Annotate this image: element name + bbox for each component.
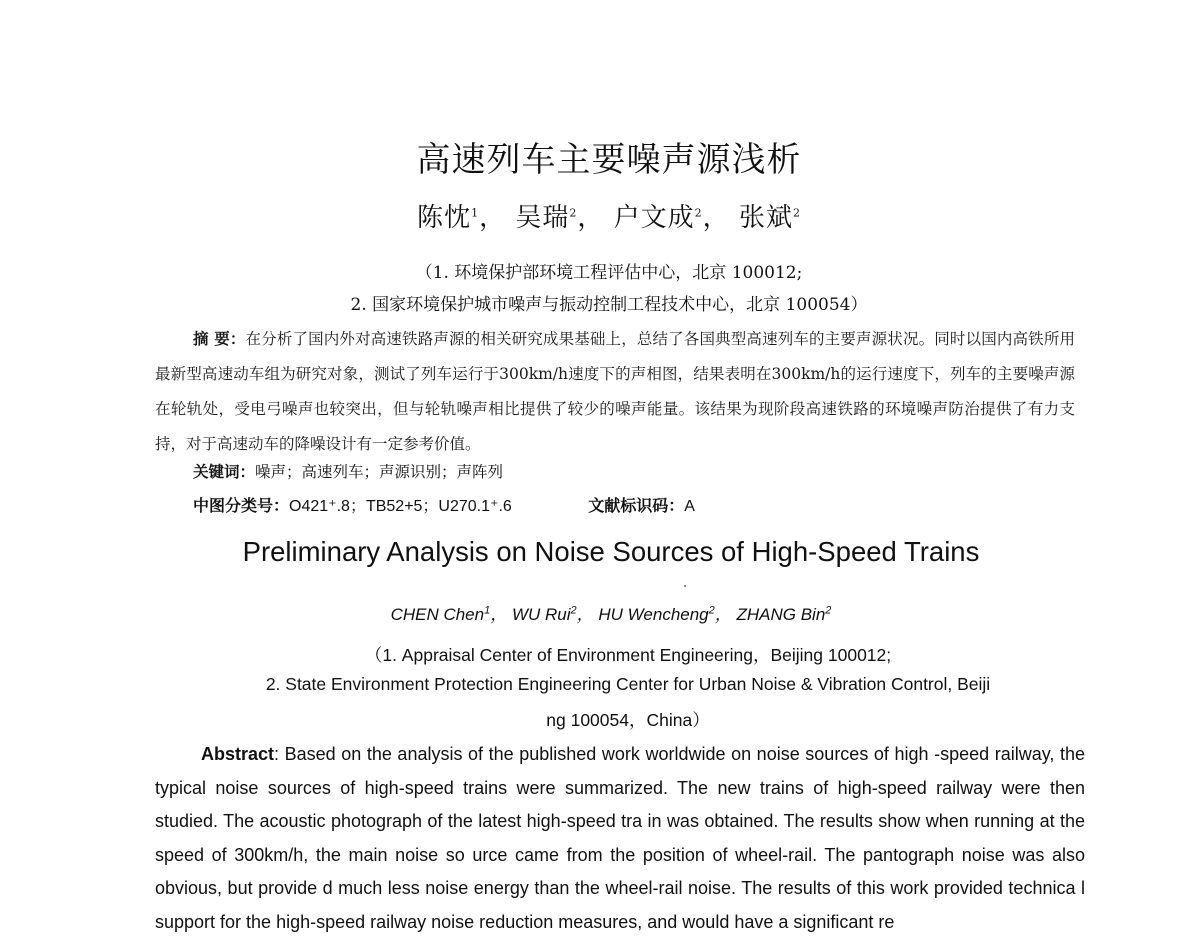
affiliation-en-2: 2. State Environment Protection Engineering Center for Urban Noise & Vibration Control, Beiji [265,674,991,694]
paper-title-cn: 高速列车主要噪声源浅析 [416,140,802,180]
abstract-en-label: Abstract [201,744,275,764]
paper-title-en: Preliminary Analysis on Noise Sources of High-Speed Trains [242,536,980,567]
doc-code-label: 文献标识码： [588,496,685,515]
affiliation-en-3: ng 100054，China） [546,710,710,730]
author-cn: 户文成$^2$， [613,203,730,233]
author-en: HU Wencheng$^2$， [598,604,732,624]
abstract-en-text: : Based on the analysis of the published work worldwide on noise sources of high -speed railway, the typical noise sources of high-speed trains were summarized. The new trains of high-speed railway were then studied. The acoustic photograph of the latest high-speed tra in was obtained. The results show when running at the speed of 300km/h, the main noise so urce came from the position of wheel-rail. The pantograph noise was also obvious, but provide d much less noise energy than the wheel-rail noise. The results of this work provided technica l support for the high-speed railway noise reduction measures, and would have a significant re [155,744,1085,932]
author-list-cn [0,197,1200,234]
author-cn: 张斌$^2$ [738,203,801,233]
classification-text: O421⁺.8；TB52+5；U270.1⁺.6 [289,498,512,515]
keywords-cn-text: 噪声；高速列车；声源识别；声阵列 [255,463,504,481]
abstract-cn-label: 摘 要： [193,330,246,348]
author-en: ZHANG Bin$^2$ [736,604,832,624]
affiliation-cn-2: 2. 国家环境保护城市噪声与振动控制工程技术中心，北京 100054） [350,295,868,315]
classification-line [193,493,695,516]
author-list-en [0,600,1200,625]
author-cn: 陈忱$^1$， [417,203,507,233]
abstract-en [155,738,1085,939]
doc-code-text: A [684,498,695,515]
affiliation-en-1: （1. Appraisal Center of Environment Engineering，Beijing 100012; [364,645,892,665]
scan-speck [684,585,686,587]
author-en: CHEN Chen$^1$， [390,604,508,624]
abstract-cn [155,322,1075,462]
keywords-cn-label: 关键词： [193,463,256,481]
abstract-cn-text: 在分析了国内外对高速铁路声源的相关研究成果基础上，总结了各国典型高速列车的主要声源状况。同时以国内高铁所用最新型高速动车组为研究对象，测试了列车运行于300km/h速度下的声相图，结果表明在300km/h的运行速度下，列车的主要噪声源在轮轨处，受电弓噪声也较突出，但与轮轨噪声相比提供了较少的噪声能量。该结果为现阶段高速铁路的环境噪声防治提供了有力支持，对于高速动车的降噪设计有一定参考价值。 [155,330,1075,453]
classification-label: 中图分类号： [193,496,290,515]
affiliation-cn-1: （1. 环境保护部环境工程评估中心，北京 100012; [415,263,803,283]
keywords-cn [193,460,503,482]
author-cn: 吴瑞$^2$， [515,203,605,233]
author-en: WU Rui$^2$， [511,604,594,624]
